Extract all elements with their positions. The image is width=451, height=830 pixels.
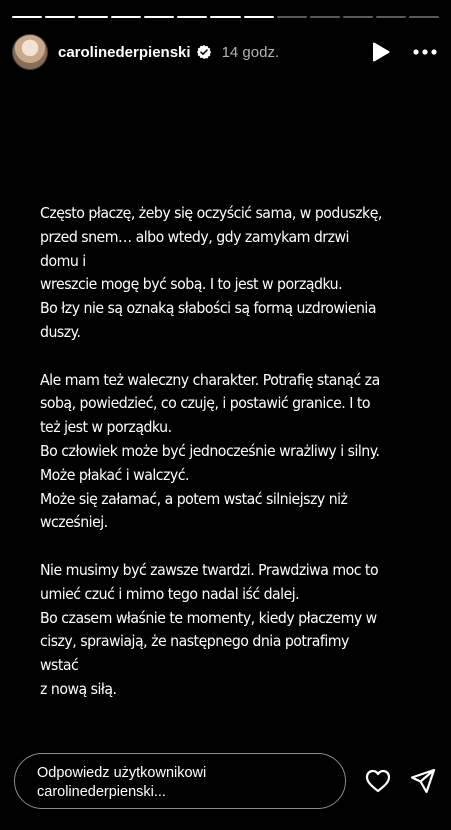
reply-placeholder-line1: Odpowiedz użytkownikowi: [37, 765, 207, 781]
story-line: wreszcie mogę być sobą. I to jest w porządku.: [40, 275, 343, 294]
verified-badge-icon: [196, 44, 212, 60]
avatar[interactable]: [12, 34, 48, 70]
progress-segment: [409, 16, 439, 18]
reply-input[interactable]: [14, 753, 346, 809]
story-paragraph: [40, 369, 389, 536]
story-line: Może płakać i walczyć.: [40, 465, 189, 484]
story-paragraph: [40, 559, 389, 702]
story-line: Bo łzy nie są oznaką słabości są formą uzdrowienia: [40, 299, 376, 318]
progress-segment: [78, 16, 108, 18]
progress-segment: [376, 16, 406, 18]
story-footer: [14, 752, 437, 810]
story-paragraph: [40, 202, 389, 345]
like-button[interactable]: [364, 767, 392, 795]
story-line: Bo człowiek może być jednocześnie wrażliwy i silny.: [40, 441, 380, 460]
story-line: sobą, powiedzieć, co czuję, i postawić granice. I to: [40, 394, 371, 413]
play-icon: [372, 42, 390, 62]
story-line: Bo czasem właśnie te momenty, kiedy płaczemy w: [40, 608, 377, 627]
more-icon: [413, 49, 437, 55]
send-button[interactable]: [409, 767, 437, 795]
story-line: ciszy, sprawiają, że następnego dnia potrafimy wstać: [40, 632, 349, 675]
progress-segment: [144, 16, 174, 18]
story-line: duszy.: [40, 322, 81, 341]
story-line: Nie musimy być zawsze twardzi. Prawdziwa moc to: [40, 560, 379, 579]
progress-segment: [12, 16, 42, 18]
story-line: przed snem… albo wtedy, gdy zamykam drzwi domu i: [40, 227, 349, 270]
progress-segment: [277, 16, 307, 18]
story-line: wcześniej.: [40, 513, 108, 532]
send-icon: [410, 768, 436, 794]
progress-segment: [310, 16, 340, 18]
story-line: z nową siłą.: [40, 679, 117, 698]
progress-segment: [45, 16, 75, 18]
play-button[interactable]: [369, 40, 393, 64]
story-line: umieć czuć i mimo tego nadal iść dalej.: [40, 584, 300, 603]
story-line: Może się załamać, a potem wstać silniejszy niż: [40, 489, 348, 508]
progress-segment: [210, 16, 240, 18]
progress-segment: [244, 16, 274, 18]
heart-icon: [365, 769, 391, 793]
progress-segment: [111, 16, 141, 18]
story-line: Często płaczę, żeby się oczyścić sama, w poduszkę,: [40, 204, 382, 222]
reply-placeholder-line2: carolinederpienski...: [37, 784, 166, 800]
story-text: [40, 202, 389, 726]
more-options-button[interactable]: [411, 40, 439, 64]
progress-segment: [177, 16, 207, 18]
username[interactable]: carolinederpienski: [58, 43, 191, 61]
post-time: 14 godz.: [221, 43, 280, 61]
story-line: też jest w porządku.: [40, 418, 172, 437]
progress-segment: [343, 16, 373, 18]
story-header: [12, 32, 439, 72]
story-progress-bar: [12, 16, 439, 18]
story-line: Ale mam też waleczny charakter. Potrafię stanąć za: [40, 370, 380, 389]
